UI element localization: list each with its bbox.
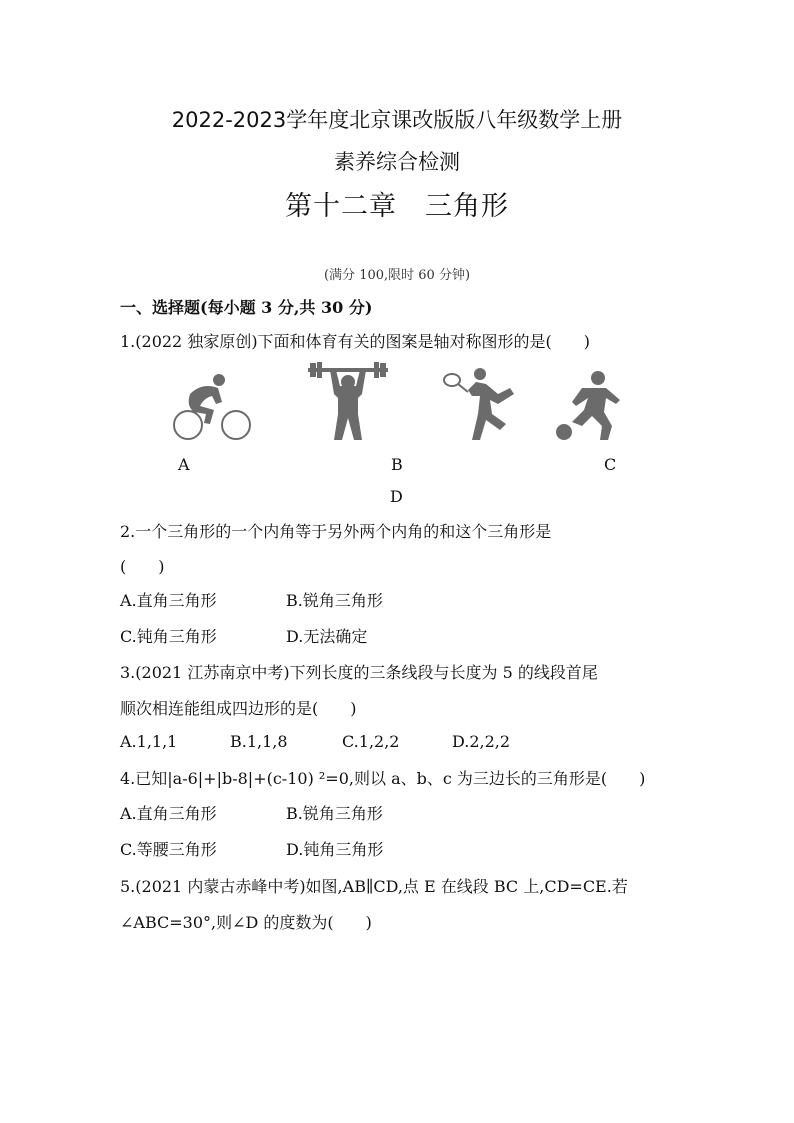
document-title: 2022-2023学年度北京课改版版八年级数学上册 (171, 108, 623, 132)
q4-option-a: A.直角三角形 (120, 804, 217, 823)
q3-option-b: B.1,1,8 (230, 732, 288, 751)
document-subtitle: 素养综合检测 (334, 150, 460, 174)
q4-option-b: B.锐角三角形 (286, 804, 383, 823)
q2-option-b: B.锐角三角形 (286, 591, 383, 610)
chapter-title: 第十二章 三角形 (285, 191, 509, 222)
q3-option-c: C.1,2,2 (342, 732, 400, 751)
q4-option-c: C.等腰三角形 (120, 840, 217, 859)
cyclist-icon (170, 372, 256, 442)
section-heading: 一、选择题(每小题 3 分,共 30 分) (120, 298, 373, 317)
question-2-stem-line1: 2.一个三角形的一个内角等于另外两个内角的和这个三角形是 (120, 522, 552, 541)
question-3-stem-line1: 3.(2021 江苏南京中考)下列长度的三条线段与长度为 5 的线段首尾 (120, 663, 598, 682)
q3-option-a: A.1,1,1 (120, 732, 178, 751)
option-label-a: A (178, 455, 190, 474)
option-label-b: B (391, 455, 403, 474)
question-3-stem-line2: 顺次相连能组成四边形的是( ) (120, 699, 357, 718)
soccer-player-icon (554, 370, 626, 442)
weightlifter-icon (306, 362, 390, 442)
question-1-stem: 1.(2022 独家原创)下面和体育有关的图案是轴对称图形的是( ) (120, 332, 591, 351)
option-label-d: D (390, 487, 403, 506)
q3-option-d: D.2,2,2 (452, 732, 511, 751)
question-2-stem-line2: ( ) (120, 557, 165, 576)
exam-note: (满分 100,限时 60 分钟) (323, 268, 471, 283)
question-5-stem-line2: ∠ABC=30°,则∠D 的度数为( ) (120, 913, 372, 932)
tennis-player-icon (440, 368, 520, 442)
question-5-stem-line1: 5.(2021 内蒙古赤峰中考)如图,AB∥CD,点 E 在线段 BC 上,CD=CE.若 (120, 877, 628, 896)
q2-option-a: A.直角三角形 (120, 591, 217, 610)
option-label-c: C (604, 455, 617, 474)
q4-option-d: D.钝角三角形 (286, 840, 384, 859)
q2-option-c: C.钝角三角形 (120, 627, 217, 646)
question-4-stem: 4.已知|a-6|+|b-8|+(c-10) ²=0,则以 a、b、c 为三边长的三角形是( ) (120, 769, 646, 788)
q2-option-d: D.无法确定 (286, 627, 368, 646)
